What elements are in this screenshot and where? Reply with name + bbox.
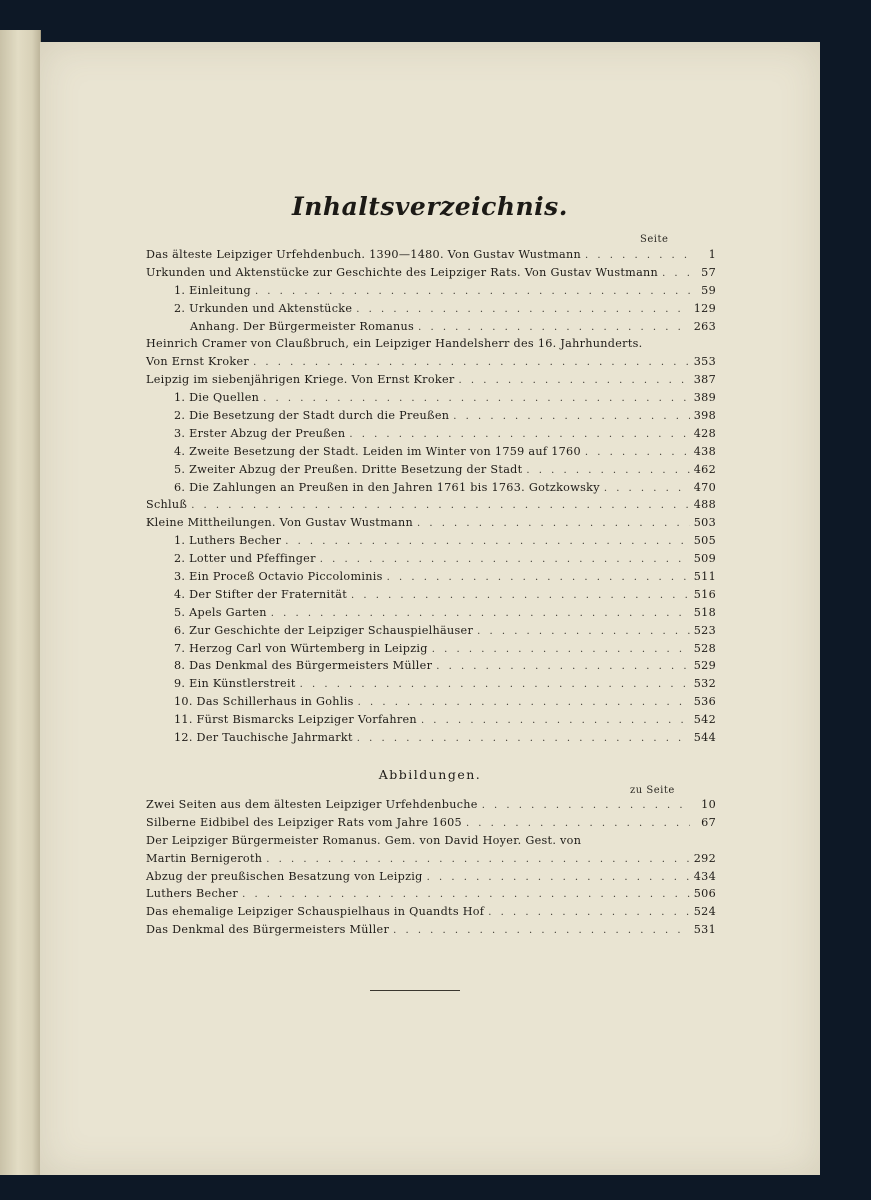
entry-title: 2. Lotter und Pfeffinger: [174, 552, 316, 566]
toc-entry: [146, 622, 716, 640]
dot-leader: [356, 301, 689, 319]
dot-leader: [421, 712, 690, 730]
entry-title: Von Ernst Kroker: [146, 355, 250, 369]
toc-entry: [146, 479, 716, 497]
dot-leader: [662, 265, 690, 283]
entry-page-number: 528: [693, 641, 716, 655]
entry-title: 4. Zweite Besetzung der Stadt. Leiden im Winter von 1759 auf 1760: [174, 444, 581, 458]
entry-title: Das ehemalige Leipziger Schauspielhaus in Quandts Hof: [146, 905, 485, 919]
entry-title: 9. Ein Künstlerstreit: [174, 677, 296, 691]
dot-leader: [585, 444, 690, 462]
entry-page-number: 398: [693, 409, 716, 423]
entry-title: Anhang. Der Bürgermeister Romanus: [190, 319, 415, 333]
entry-page-number: 503: [693, 516, 716, 530]
entry-page-number: 470: [693, 480, 716, 494]
dot-leader: [191, 497, 690, 515]
dot-leader: [393, 922, 690, 940]
toc-entry: [146, 586, 716, 604]
toc-entry: [146, 796, 716, 814]
dot-leader: [432, 641, 690, 659]
toc-entry: [146, 885, 716, 903]
entry-title: 6. Zur Geschichte der Leipziger Schauspielhäuser: [174, 623, 474, 637]
dot-leader: [358, 694, 690, 712]
illustrations-heading: Abbildungen.: [378, 767, 482, 782]
toc-entry: [146, 461, 716, 479]
toc-entry: [146, 246, 716, 264]
entry-title: 3. Ein Proceß Octavio Piccolominis: [174, 570, 383, 584]
entry-page-number: 292: [693, 851, 716, 865]
toc-entry: [146, 850, 716, 868]
entry-title: 1. Einleitung: [174, 283, 251, 297]
entry-title: 1. Luthers Becher: [174, 534, 282, 548]
dot-leader: [255, 283, 690, 301]
dot-leader: [436, 658, 690, 676]
toc-entry: [146, 832, 716, 850]
entry-page-number: 67: [701, 815, 716, 829]
toc-entry: [146, 903, 716, 921]
dot-leader: [477, 623, 690, 641]
dot-leader: [604, 480, 690, 498]
toc-entry: [146, 407, 716, 425]
entry-page-number: 509: [693, 552, 716, 566]
dot-leader: [482, 797, 690, 815]
toc-entry: [146, 640, 716, 658]
entry-page-number: 129: [693, 301, 716, 315]
dot-leader: [459, 372, 690, 390]
entry-title: 11. Fürst Bismarcks Leipziger Vorfahren: [174, 713, 417, 727]
entry-page-number: 505: [693, 534, 716, 548]
entry-title: 2. Urkunden und Aktenstücke: [174, 301, 353, 315]
toc-entry: [146, 657, 716, 675]
entry-page-number: 353: [693, 355, 716, 369]
toc-entry: [146, 318, 716, 336]
entry-title: Schluß: [146, 498, 188, 512]
dot-leader: [271, 605, 690, 623]
entry-page-number: 516: [693, 587, 716, 601]
book-spine-edge: [0, 30, 41, 1175]
entry-page-number: 1: [708, 248, 716, 261]
entry-page-number: 462: [693, 462, 716, 476]
entry-title: 3. Erster Abzug der Preußen: [174, 426, 346, 440]
dot-leader: [242, 886, 690, 904]
entry-page-number: 511: [693, 570, 716, 584]
dot-leader: [418, 319, 690, 337]
toc-entry: [146, 814, 716, 832]
dot-leader: [357, 730, 690, 748]
entry-title: 12. Der Tauchische Jahrmarkt: [174, 731, 353, 745]
toc-entry: [146, 868, 716, 886]
dot-leader: [453, 408, 689, 426]
toc-entry: [146, 371, 716, 389]
dot-leader: [417, 515, 690, 533]
entry-title: Zwei Seiten aus dem ältesten Leipziger Urfehdenbuche: [146, 798, 478, 811]
list-of-illustrations: [146, 796, 716, 939]
dot-leader: [585, 247, 690, 265]
dot-leader: [263, 390, 690, 408]
dot-leader: [349, 426, 689, 444]
dot-leader: [300, 676, 690, 694]
entry-page-number: 536: [693, 695, 716, 709]
entry-title: Silberne Eidbibel des Leipziger Rats vom Jahre 1605: [146, 815, 462, 829]
entry-page-number: 488: [693, 498, 716, 512]
toc-entry: [146, 675, 716, 693]
entry-page-number: 532: [693, 677, 716, 691]
entry-page-number: 529: [693, 659, 716, 673]
toc-entry: [146, 568, 716, 586]
dot-leader: [526, 462, 689, 480]
entry-page-number: 434: [693, 869, 716, 883]
entry-page-number: 542: [693, 713, 716, 727]
entry-title: 7. Herzog Carl von Würtemberg in Leipzig: [174, 641, 428, 655]
entry-page-number: 59: [701, 283, 716, 297]
entry-page-number: 57: [701, 265, 716, 279]
dot-leader: [488, 904, 689, 922]
entry-page-number: 544: [693, 731, 716, 745]
toc-entry: [146, 264, 716, 282]
entry-page-number: 438: [693, 444, 716, 458]
entry-page-number: 523: [693, 623, 716, 637]
toc-entry: [146, 282, 716, 300]
entry-title: 4. Der Stifter der Fraternität: [174, 587, 347, 601]
entry-title: Luthers Becher: [146, 887, 239, 901]
toc-entry: [146, 300, 716, 318]
dot-leader: [285, 533, 690, 551]
toc-entry: [146, 729, 716, 747]
entry-page-number: 506: [693, 887, 716, 901]
toc-entry: [146, 335, 716, 353]
dot-leader: [466, 815, 690, 833]
page-title: Inhaltsverzeichnis.: [292, 192, 568, 221]
entry-title: Der Leipziger Bürgermeister Romanus. Gem. von David Hoyer. Gest. von: [146, 833, 582, 847]
dot-leader: [351, 587, 690, 605]
closing-rule: [370, 990, 460, 991]
entry-title: Das Denkmal des Bürgermeisters Müller: [146, 923, 390, 937]
entry-title: Abzug der preußischen Besatzung von Leipzig: [146, 869, 423, 883]
illustrations-page-column-label: zu Seite: [630, 785, 675, 796]
entry-page-number: 10: [701, 798, 716, 811]
entry-page-number: 531: [693, 923, 716, 937]
dot-leader: [320, 551, 690, 569]
toc-entry: [146, 514, 716, 532]
toc-entry: [146, 532, 716, 550]
entry-page-number: 263: [693, 319, 716, 333]
dot-leader: [266, 851, 689, 869]
entry-title: Leipzig im siebenjährigen Kriege. Von Ernst Kroker: [146, 373, 455, 387]
entry-title: Heinrich Cramer von Claußbruch, ein Leipziger Handelsherr des 16. Jahrhunderts.: [146, 337, 643, 351]
contents-page-column-label: Seite: [640, 234, 669, 245]
entry-title: 5. Apels Garten: [174, 605, 267, 619]
dot-leader: [253, 354, 690, 372]
entry-title: 6. Die Zahlungen an Preußen in den Jahren 1761 bis 1763. Gotzkowsky: [174, 480, 600, 494]
entry-title: 1. Die Quellen: [174, 391, 260, 405]
toc-entry: [146, 496, 716, 514]
table-of-contents: [146, 246, 716, 747]
entry-page-number: 389: [693, 391, 716, 405]
dot-leader: [427, 869, 690, 887]
toc-entry: [146, 389, 716, 407]
toc-entry: [146, 711, 716, 729]
entry-page-number: 387: [693, 373, 716, 387]
entry-page-number: 428: [693, 426, 716, 440]
entry-title: Urkunden und Aktenstücke zur Geschichte des Leipziger Rats. Von Gustav Wustmann: [146, 265, 659, 279]
toc-entry: [146, 604, 716, 622]
entry-title: 2. Die Besetzung der Stadt durch die Preußen: [174, 409, 450, 423]
entry-title: 8. Das Denkmal des Bürgermeisters Müller: [174, 659, 433, 673]
toc-entry: [146, 425, 716, 443]
entry-title: Martin Bernigeroth: [146, 851, 263, 865]
dot-leader: [387, 569, 690, 587]
entry-title: Das älteste Leipziger Urfehdenbuch. 1390—1480. Von Gustav Wustmann: [146, 248, 582, 261]
entry-title: 10. Das Schillerhaus in Gohlis: [174, 695, 354, 709]
toc-entry: [146, 353, 716, 371]
book-page: [40, 42, 820, 1175]
entry-title: Kleine Mittheilungen. Von Gustav Wustmann: [146, 516, 413, 530]
entry-page-number: 524: [693, 905, 716, 919]
toc-entry: [146, 921, 716, 939]
entry-title: 5. Zweiter Abzug der Preußen. Dritte Besetzung der Stadt: [174, 462, 523, 476]
toc-entry: [146, 550, 716, 568]
toc-entry: [146, 443, 716, 461]
entry-page-number: 518: [693, 605, 716, 619]
toc-entry: [146, 693, 716, 711]
